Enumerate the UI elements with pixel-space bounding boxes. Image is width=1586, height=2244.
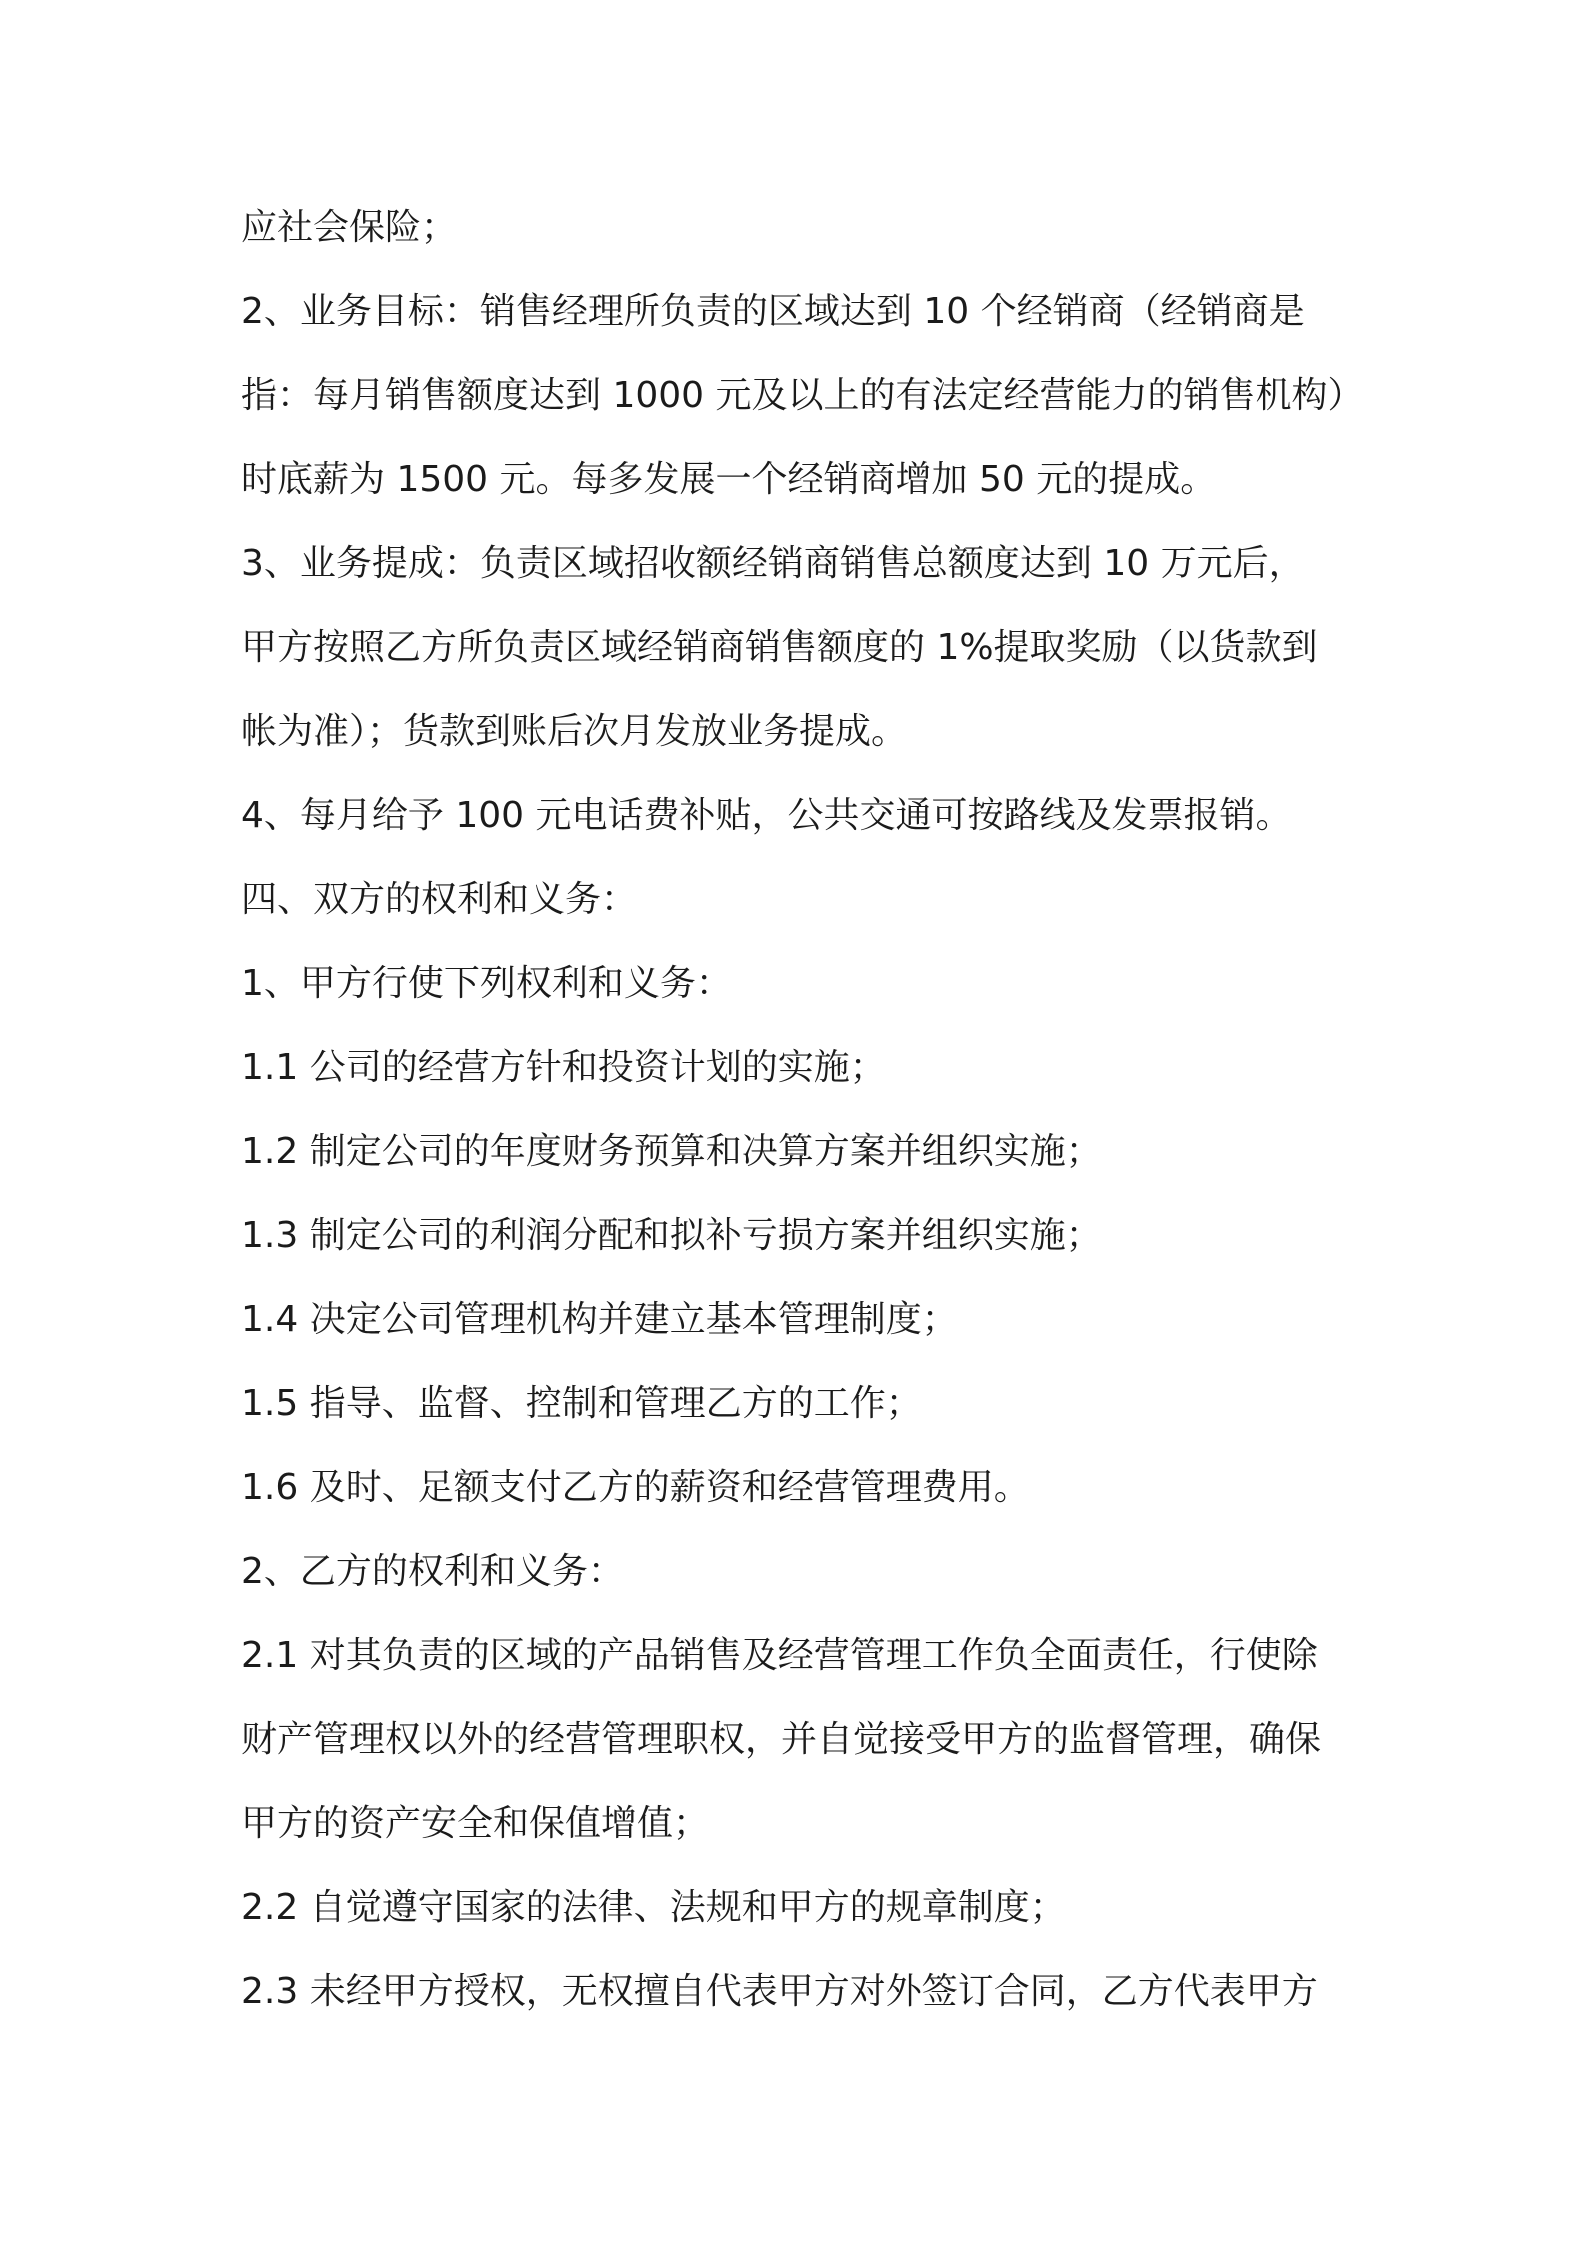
text-line: 2.1 对其负责的区域的产品销售及经营管理工作负全面责任，行使除 [241, 1635, 1318, 1676]
document-body [241, 202, 1364, 2050]
text-line: 2.3 未经甲方授权，无权擅自代表甲方对外签订合同，乙方代表甲方 [241, 1971, 1318, 2012]
section-heading: 四、双方的权利和义务： [241, 879, 638, 920]
text-line: 甲方的资产安全和保值增值； [241, 1803, 710, 1844]
text-line: 1.3 制定公司的利润分配和拟补亏损方案并组织实施； [241, 1215, 1102, 1256]
text-line: 4、每月给予 100 元电话费补贴，公共交通可按路线及发票报销。 [241, 795, 1292, 836]
text-line: 2、乙方的权利和义务： [241, 1551, 624, 1592]
text-line: 2、业务目标：销售经理所负责的区域达到 10 个经销商（经销商是 [241, 291, 1305, 332]
text-line: 1.4 决定公司管理机构并建立基本管理制度； [241, 1299, 958, 1340]
text-line: 1.1 公司的经营方针和投资计划的实施； [241, 1047, 886, 1088]
text-line: 1.6 及时、足额支付乙方的薪资和经营管理费用。 [241, 1467, 1030, 1508]
text-line: 1.2 制定公司的年度财务预算和决算方案并组织实施； [241, 1131, 1102, 1172]
text-line: 帐为准）；货款到账后次月发放业务提成。 [241, 711, 908, 752]
text-line: 3、业务提成：负责区域招收额经销商销售总额度达到 10 万元后， [241, 543, 1305, 584]
text-line: 财产管理权以外的经营管理职权，并自觉接受甲方的监督管理，确保 [241, 1719, 1322, 1760]
text-line: 指：每月销售额度达到 1000 元及以上的有法定经营能力的销售机构） [241, 375, 1364, 416]
text-line: 1.5 指导、监督、控制和管理乙方的工作； [241, 1383, 922, 1424]
text-line: 甲方按照乙方所负责区域经销商销售额度的 1%提取奖励（以货款到 [241, 627, 1318, 668]
text-line: 1、甲方行使下列权利和义务： [241, 963, 732, 1004]
text-line: 应社会保险； [241, 207, 458, 248]
text-line: 2.2 自觉遵守国家的法律、法规和甲方的规章制度； [241, 1887, 1066, 1928]
text-line: 时底薪为 1500 元。每多发展一个经销商增加 50 元的提成。 [241, 459, 1217, 500]
